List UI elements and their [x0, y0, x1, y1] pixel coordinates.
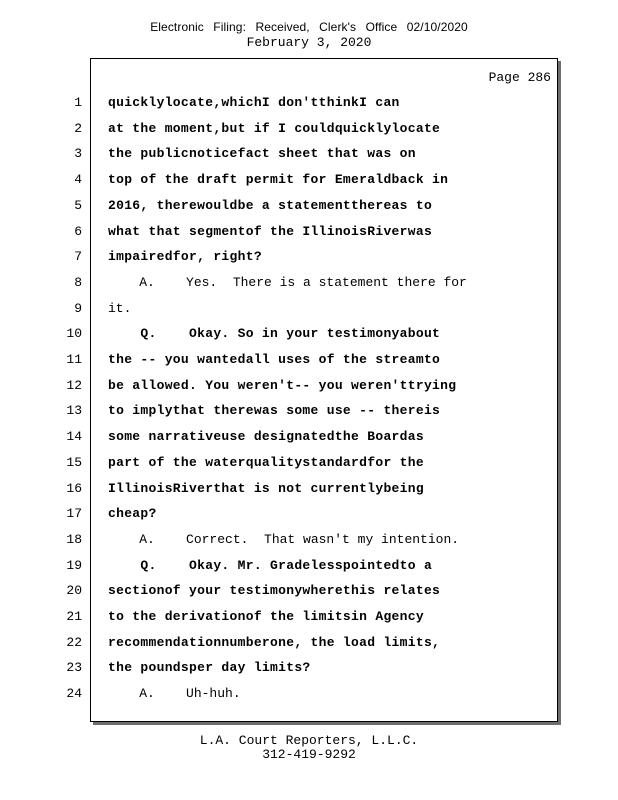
- line-text: some narrativeuse designatedthe Boardas: [108, 429, 424, 444]
- line-text: top of the draft permit for Emeraldback in: [108, 172, 449, 187]
- line-number: 17: [66, 506, 82, 521]
- line-number: 13: [66, 403, 82, 418]
- transcript-date: February 3, 2020: [246, 35, 372, 50]
- line-number: 8: [74, 275, 82, 290]
- line-text: A. Uh-huh.: [108, 686, 241, 701]
- line-text: Q. Okay. So in your testimonyabout: [108, 326, 441, 341]
- line-text: it.: [108, 301, 132, 316]
- line-text: the publicnoticefact sheet that was on: [108, 146, 416, 161]
- line-text: sectionof your testimonywherethis relates: [108, 583, 441, 598]
- line-text: what that segmentof the IllinoisRiverwas: [108, 224, 433, 239]
- line-text: the poundsper day limits?: [108, 660, 311, 675]
- line-number: 6: [74, 224, 82, 239]
- line-number: 16: [66, 481, 82, 496]
- line-text: to the derivationof the limitsin Agency: [108, 609, 424, 624]
- line-number: 7: [74, 249, 82, 264]
- line-text: recommendationnumberone, the load limits,: [108, 635, 441, 650]
- line-text: A. Correct. That wasn't my intention.: [108, 532, 460, 547]
- line-number: 4: [74, 172, 82, 187]
- line-number: 20: [66, 583, 82, 598]
- footer-company: L.A. Court Reporters, L.L.C.: [199, 733, 419, 748]
- line-number: 18: [66, 532, 82, 547]
- line-text: impairedfor, right?: [108, 249, 262, 264]
- line-text: IllinoisRiverthat is not currentlybeing: [108, 481, 424, 496]
- line-text: cheap?: [108, 506, 157, 521]
- line-text: at the moment,but if I couldquicklylocate: [108, 121, 441, 136]
- filing-stamp: Electronic Filing: Received, Clerk's Office 02/10/2020: [150, 20, 468, 34]
- footer-phone: 312-419-9292: [262, 747, 356, 762]
- line-number: 21: [66, 609, 82, 624]
- line-text: quicklylocate,whichI don'tthinkI can: [108, 95, 400, 110]
- line-number: 22: [66, 635, 82, 650]
- line-text: to implythat therewas some use -- thereis: [108, 403, 441, 418]
- line-number: 23: [66, 660, 82, 675]
- line-number: 3: [74, 146, 82, 161]
- line-number: 10: [66, 326, 82, 341]
- line-number: 24: [66, 686, 82, 701]
- line-number: 14: [66, 429, 82, 444]
- line-text: Q. Okay. Mr. Gradelesspointedto a: [108, 558, 433, 573]
- line-number: 1: [74, 95, 82, 110]
- line-number: 11: [66, 352, 82, 367]
- line-number: 9: [74, 301, 82, 316]
- line-number: 5: [74, 198, 82, 213]
- page-number: Page 286: [488, 70, 551, 85]
- line-text: 2016, therewouldbe a statementthereas to: [108, 198, 433, 213]
- line-number: 15: [66, 455, 82, 470]
- line-text: A. Yes. There is a statement there for: [108, 275, 467, 290]
- line-text: be allowed. You weren't-- you weren'ttrying: [108, 378, 457, 393]
- line-text: part of the waterqualitystandardfor the: [108, 455, 424, 470]
- line-number: 19: [66, 558, 82, 573]
- line-text: the -- you wantedall uses of the streamto: [108, 352, 441, 367]
- line-number: 12: [66, 378, 82, 393]
- line-number: 2: [74, 121, 82, 136]
